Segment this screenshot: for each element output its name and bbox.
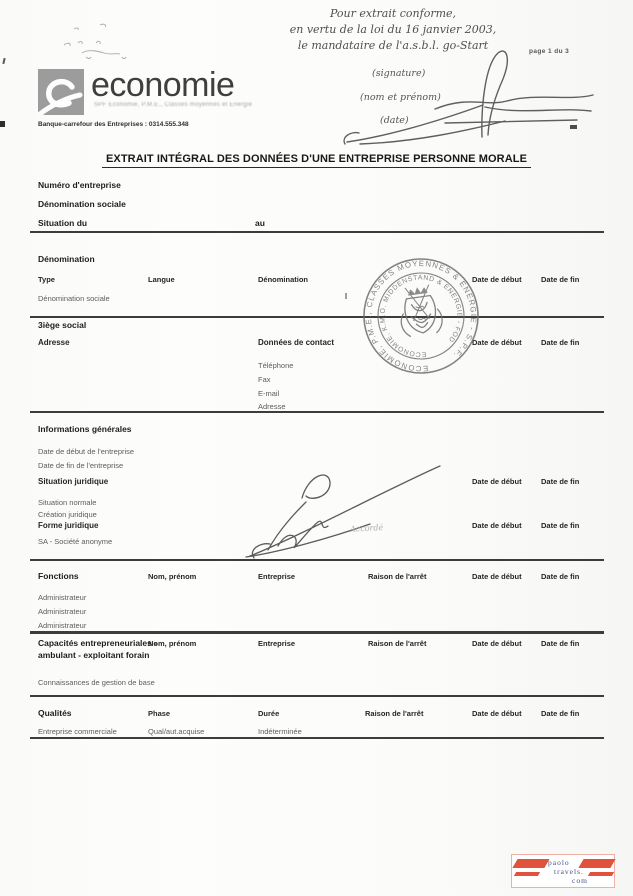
page-indicator: page 1 du 3 xyxy=(529,48,570,55)
watermark-stripe xyxy=(514,872,540,876)
column-header-raison-arret: Raison de l'arrêt xyxy=(368,572,427,581)
label-date-debut-entreprise: Date de début de l'entreprise xyxy=(38,447,135,456)
scan-artifact xyxy=(345,293,347,299)
stamp-inner-text: ECONOMIE, K.M.O. MIDDENSTAND & ENERGIE - FOD xyxy=(379,274,463,358)
contact-item-adresse: Adresse xyxy=(258,402,286,411)
contact-item-telephone: Téléphone xyxy=(258,361,294,370)
logo-wordmark: economie xyxy=(91,66,235,104)
bce-number-line: Banque-carrefour des Entreprises : 0314.555.348 xyxy=(38,121,189,128)
fonction-row: Administrateur xyxy=(38,593,87,602)
column-header-date-fin: Date de fin xyxy=(541,477,580,486)
fonction-row: Administrateur xyxy=(38,607,87,616)
column-header-date-debut: Date de début xyxy=(472,275,522,284)
section-divider xyxy=(30,559,604,561)
column-header-date-fin: Date de fin xyxy=(541,709,580,718)
value-situation-normale: Situation normale xyxy=(38,498,97,507)
economie-logo-icon xyxy=(38,69,85,119)
watermark-stripe xyxy=(578,859,615,868)
section-divider xyxy=(30,737,604,739)
watermark-text-line1: paolo xyxy=(548,858,570,867)
certification-line-1: Pour extrait conforme, xyxy=(329,7,457,20)
column-header-date-fin: Date de fin xyxy=(541,521,580,530)
column-header-raison-arret: Raison de l'arrêt xyxy=(365,709,424,718)
capacites-row: Connaissances de gestion de base xyxy=(38,678,155,687)
column-header-date-fin: Date de fin xyxy=(541,275,580,284)
column-header-date-fin: Date de fin xyxy=(541,639,580,648)
mandatary-signature xyxy=(335,45,600,145)
official-stamp xyxy=(351,246,491,386)
section-capacites-title-line2: ambulant - exploitant forain xyxy=(38,650,150,660)
name-label: (nom et prénom) xyxy=(360,92,441,103)
column-header-denomination: Dénomination xyxy=(258,275,308,284)
section-divider xyxy=(30,695,604,697)
column-header-duree: Durée xyxy=(258,709,280,718)
column-header-phase: Phase xyxy=(148,709,171,718)
column-header-date-debut: Date de début xyxy=(472,477,522,486)
label-adresse: Adresse xyxy=(38,338,70,347)
column-header-date-fin: Date de fin xyxy=(541,572,580,581)
certification-line-3: le mandataire de l'a.s.b.l. go-Start xyxy=(297,39,489,52)
column-header-date-debut: Date de début xyxy=(472,639,522,648)
value-forme-juridique: SA - Société anonyme xyxy=(38,537,113,546)
column-header-nom-prenom: Nom, prénom xyxy=(148,572,197,581)
svg-text:ECONOMIE, K.M.O. MIDDENSTAND & xyxy=(374,269,468,363)
approval-signature xyxy=(240,458,455,560)
qualites-row-duree: Indéterminée xyxy=(258,727,302,736)
column-header-entreprise: Entreprise xyxy=(258,572,296,581)
column-header-date-debut: Date de début xyxy=(472,572,522,581)
qualites-row-qualite: Entreprise commerciale xyxy=(38,727,117,736)
watermark-badge xyxy=(511,854,615,888)
section-divider xyxy=(30,631,604,634)
watermark-stripe xyxy=(512,859,549,868)
watermark-text-line2: travels. xyxy=(554,867,584,876)
watermark-text-line3: com xyxy=(572,876,588,885)
section-qualites-title: Qualités xyxy=(38,708,72,718)
column-header-entreprise: Entreprise xyxy=(258,639,296,648)
scan-artifact xyxy=(2,58,5,64)
column-header-nom-prenom: Nom, prénom xyxy=(148,639,197,648)
section-capacites-title-line1: Capacités entrepreneuriales - xyxy=(38,638,158,648)
section-infos-title: Informations générales xyxy=(38,424,132,434)
section-divider xyxy=(30,411,604,413)
logo-subtitle: SPF Economie, P.M.E., Classes moyennes et Energie xyxy=(94,102,253,108)
field-denomination-sociale: Dénomination sociale xyxy=(38,199,126,209)
section-divider xyxy=(30,316,604,318)
column-header-date-fin: Date de fin xyxy=(541,338,580,347)
column-header-raison-arret: Raison de l'arrêt xyxy=(368,639,427,648)
scan-artifact xyxy=(0,121,5,127)
section-denomination-title: Dénomination xyxy=(38,254,95,264)
watermark-stripe xyxy=(588,872,614,876)
field-situation-du: Situation du xyxy=(38,218,88,228)
column-header-type: Type xyxy=(38,275,55,284)
column-header-date-debut: Date de début xyxy=(472,709,522,718)
denomination-row-type: Dénomination sociale xyxy=(38,294,110,303)
value-creation-juridique: Création juridique xyxy=(38,510,97,519)
stamp-outer-text: ECONOMIE, P.M.E., CLASSES MOYENNES & ENERGIE - S.P.F. xyxy=(363,258,479,374)
label-situation-juridique: Situation juridique xyxy=(38,477,109,486)
label-donnees-contact: Données de contact xyxy=(258,338,335,347)
column-header-date-debut: Date de début xyxy=(472,338,522,347)
svg-text:ECONOMIE, P.M.E., CLASSES MOYE xyxy=(357,252,486,381)
certification-line-2: en vertu de la loi du 16 janvier 2003, xyxy=(289,23,497,36)
date-label: (date) xyxy=(380,115,409,126)
section-fonctions-title: Fonctions xyxy=(38,571,79,581)
column-header-date-debut: Date de début xyxy=(472,521,522,530)
label-forme-juridique: Forme juridique xyxy=(38,521,99,530)
signature-label: (signature) xyxy=(372,68,426,79)
section-siege-title: 3iège social xyxy=(38,320,87,330)
coat-of-arms-icon xyxy=(397,283,444,337)
qualites-row-phase: Qual/aut.acquise xyxy=(148,727,205,736)
faint-annotation: Accordé xyxy=(349,523,384,534)
pencil-scribble-marks xyxy=(52,15,152,63)
document-title-wrap xyxy=(0,149,633,168)
field-au: au xyxy=(255,218,265,228)
fonction-row: Administrateur xyxy=(38,621,87,630)
contact-item-email: E-mail xyxy=(258,389,280,398)
field-numero-entreprise: Numéro d'entreprise xyxy=(38,180,121,190)
label-date-fin-entreprise: Date de fin de l'entreprise xyxy=(38,461,124,470)
contact-item-fax: Fax xyxy=(258,375,271,384)
section-divider xyxy=(30,231,604,233)
document-title: EXTRAIT INTÉGRAL DES DONNÉES D'UNE ENTREPRISE PERSONNE MORALE xyxy=(102,153,531,168)
column-header-langue: Langue xyxy=(148,275,175,284)
